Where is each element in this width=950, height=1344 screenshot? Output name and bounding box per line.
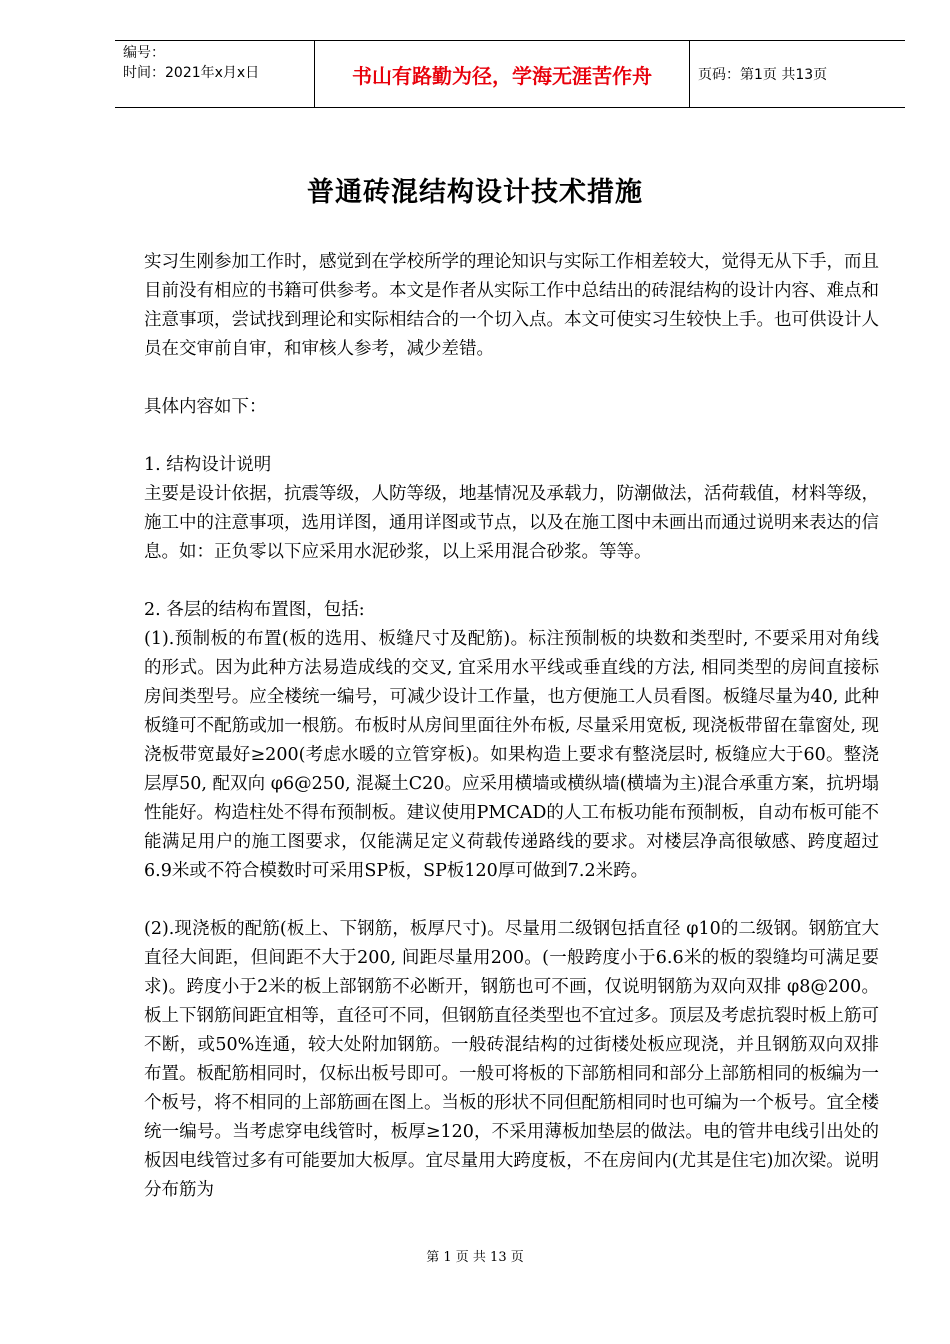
section-1-paragraph: 主要是设计依据，抗震等级，人防等级，地基情况及承载力，防潮做法，活荷载值，材料等级，施工中的注意事项，选用详图，通用详图或节点，以及在施工图中未画出而通过说明来表达的信息。如：正负零以下应采用水泥砂浆，以上采用混合砂浆。等等。: [144, 484, 879, 562]
document-number-label: 编号：: [123, 45, 165, 61]
header-meta: [115, 41, 315, 107]
section-2-item-1: (1).预制板的布置(板的选用、板缝尺寸及配筋)。标注预制板的块数和类型时, 不要采用对角线的形式。因为此种方法易造成线的交叉, 宜采用水平线或垂直线的方法, 相同类型的房间直接标房间类型号。应全楼统一编号，可减少设计工作量，也方便施工人员看图。板缝尽量为40, 此种板缝可不配筋或加一根筋。布板时从房间里面往外布板, 尽量采用宽板, 现浇板带留在靠窗处, 现浇板带宽最好≥200(考虑水暖的立管穿板)。如果构造上要求有整浇层时, 板缝应大于60。整浇层厚50, 配双向 φ6@250, 混凝土C20。应采用横墙或横纵墙(横墙为主)混合承重方案，抗坍塌性能好。构造柱处不得布预制板。建议使用PMCAD的人工布板功能布预制板，自动布板可能不能满足用户的施工图要求，仅能满足定义荷载传递路线的要求。对楼层净高很敏感、跨度超过6.9米或不符合模数时可采用SP板，SP板120厚可做到7.2米跨。: [144, 629, 879, 881]
intro-paragraph: 实习生刚参加工作时，感觉到在学校所学的理论知识与实际工作相差较大，觉得无从下手，而且目前没有相应的书籍可供参考。本文是作者从实际工作中总结出的砖混结构的设计内容、难点和注意事项，尝试找到理论和实际相结合的一个切入点。本文可使实习生较快上手。也可供设计人员在交审前自审，和审核人参考，减少差错。: [144, 252, 879, 359]
document-title: 普通砖混结构设计技术措施: [307, 177, 643, 208]
document-time-label: 时间：2021年x月x日: [123, 65, 260, 81]
header-motto: 书山有路勤为径，学海无涯苦作舟: [315, 41, 690, 107]
page-header: [115, 40, 905, 108]
document-body: [144, 248, 879, 1205]
section-heading-1: 1. 结构设计说明: [144, 455, 272, 475]
content-intro-line: 具体内容如下：: [144, 397, 267, 417]
page-footer: 第 1 页 共 13 页: [426, 1250, 524, 1265]
section-2-item-2: (2).现浇板的配筋(板上、下钢筋，板厚尺寸)。尽量用二级钢包括直径 φ10的二级钢。钢筋宜大直径大间距，但间距不大于200, 间距尽量用200。(一般跨度小于6.6米的板的裂缝均可满足要求)。跨度小于2米的板上部钢筋不必断开，钢筋也可不画，仅说明钢筋为双向双排 φ8@200。板上下钢筋间距宜相等，直径可不同，但钢筋直径类型也不宜过多。顶层及考虑抗裂时板上筋可不断，或50%连通，较大处附加钢筋。一般砖混结构的过街楼处板应现浇，并且钢筋双向双排布置。板配筋相同时，仅标出板号即可。一般可将板的下部筋相同和部分上部筋相同的板编为一个板号，将不相同的上部筋画在图上。当板的形状不同但配筋相同时也可编为一个板号。宜全楼统一编号。当考虑穿电线管时，板厚≥120，不采用薄板加垫层的做法。电的管井电线引出处的板因电线管过多有可能要加大板厚。宜尽量用大跨度板，不在房间内(尤其是住宅)加次梁。说明分布筋为: [144, 919, 879, 1200]
header-page-info: 页码：第1页 共13页: [698, 67, 828, 83]
section-heading-2: 2. 各层的结构布置图，包括:: [144, 600, 365, 620]
